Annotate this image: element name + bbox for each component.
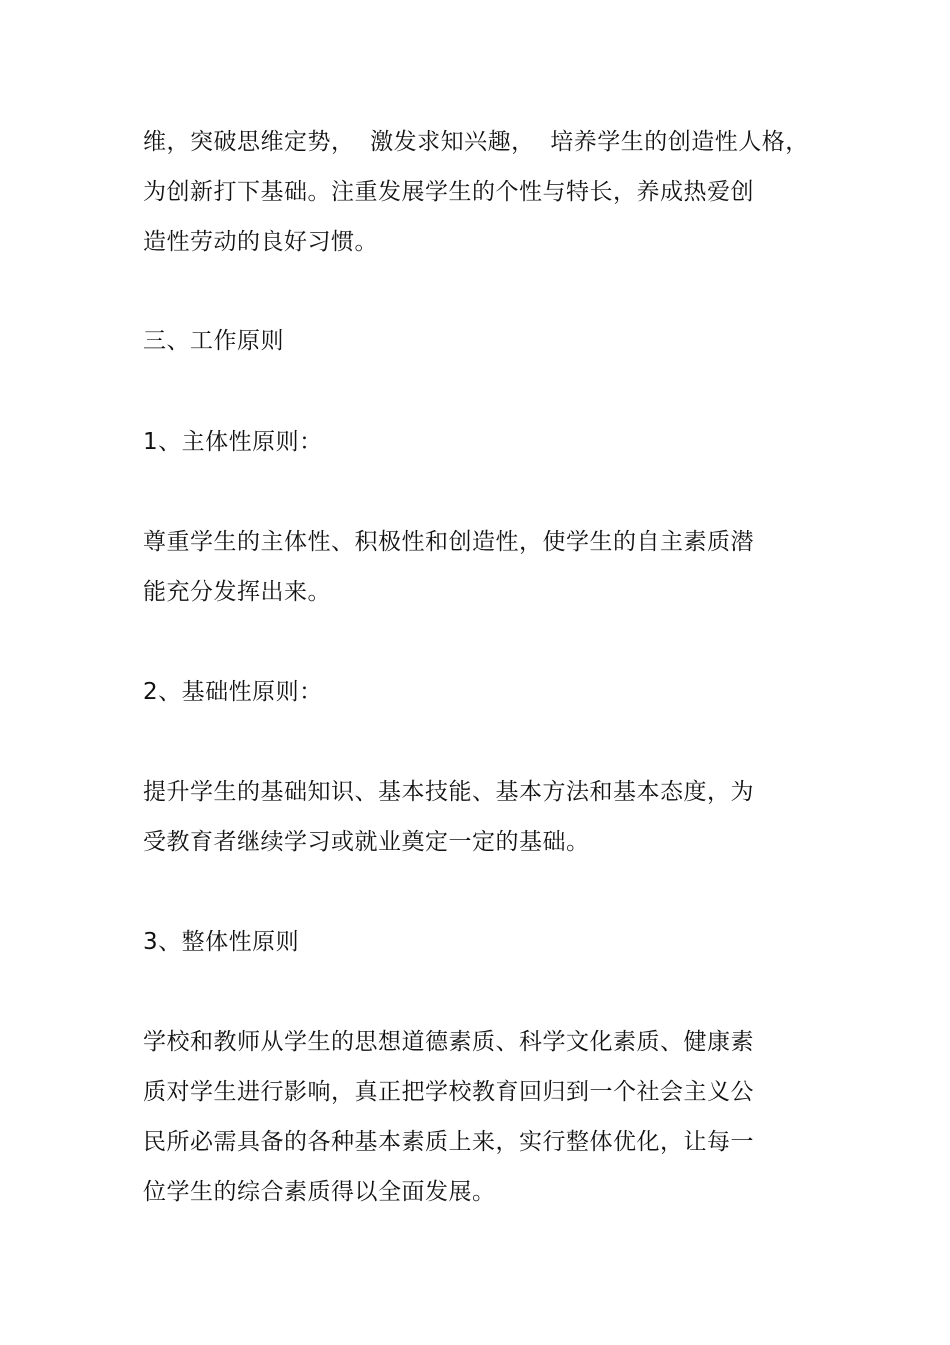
section-heading: 三、工作原则 bbox=[143, 328, 284, 354]
text-line: 为创新打下基础。注重发展学生的个性与特长，养成热爱创 bbox=[143, 179, 754, 205]
text-line: 造性劳动的良好习惯。 bbox=[143, 229, 378, 255]
text-line: 提升学生的基础知识、基本技能、基本方法和基本态度，为 bbox=[143, 779, 754, 805]
principle-heading: 2、基础性原则： bbox=[143, 679, 323, 705]
text-line: 能充分发挥出来。 bbox=[143, 579, 331, 605]
text-line: 受教育者继续学习或就业奠定一定的基础。 bbox=[143, 829, 590, 855]
text-line: 维，突破思维定势， 激发求知兴趣， 培养学生的创造性人格， bbox=[143, 129, 809, 155]
text-line: 位学生的综合素质得以全面发展。 bbox=[143, 1179, 496, 1205]
text-line: 尊重学生的主体性、积极性和创造性，使学生的自主素质潜 bbox=[143, 529, 754, 555]
text-line: 质对学生进行影响，真正把学校教育回归到一个社会主义公 bbox=[143, 1079, 754, 1105]
principle-heading: 1、主体性原则： bbox=[143, 429, 323, 455]
principle-heading: 3、整体性原则 bbox=[143, 929, 300, 955]
text-line: 民所必需具备的各种基本素质上来，实行整体优化，让每一 bbox=[143, 1129, 754, 1155]
text-line: 学校和教师从学生的思想道德素质、科学文化素质、健康素 bbox=[143, 1029, 754, 1055]
